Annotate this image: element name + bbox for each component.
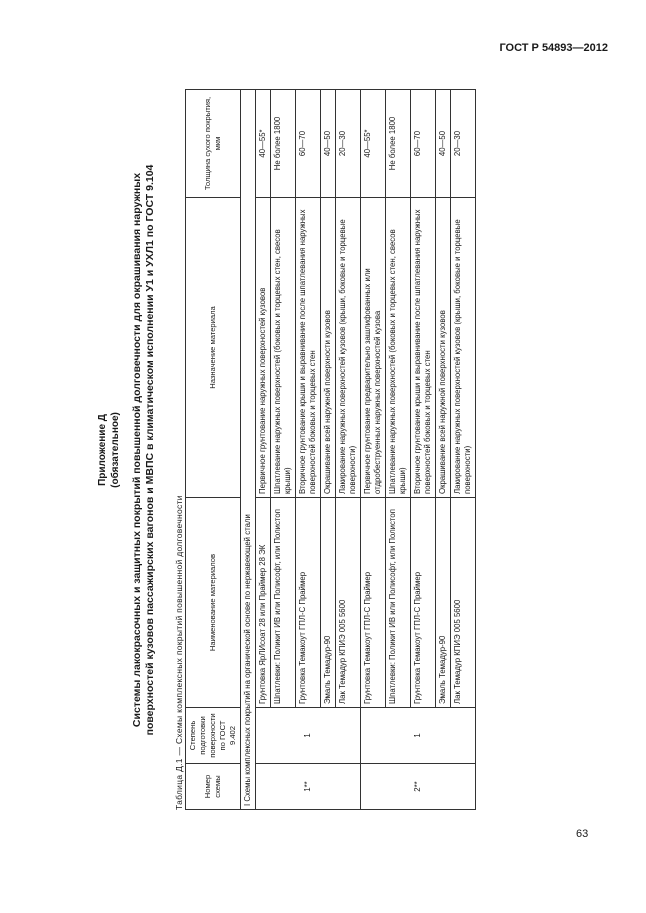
thickness-cell: Не более 1800 xyxy=(386,90,411,198)
thickness-cell: 60—70 xyxy=(296,90,321,198)
table-row xyxy=(256,90,271,810)
table-row xyxy=(321,90,336,810)
material-cell: Лак Темадур КПИЭ 005 5600 xyxy=(336,498,361,708)
document-title-line-1: Системы лакокрасочных и защитных покрытий повышенной долговечности для окрашивания наружных xyxy=(131,172,143,728)
thickness-cell: 40—55* xyxy=(361,90,386,198)
purpose-cell: Окрашивание всей наружной поверхности кузовов xyxy=(436,198,451,498)
prep-degree: 1 xyxy=(361,708,476,764)
table-row xyxy=(296,90,321,810)
table-row xyxy=(361,90,386,810)
thickness-cell: 40—50 xyxy=(321,90,336,198)
appendix-title: Приложение Д xyxy=(97,414,108,486)
thickness-cell: 60—70 xyxy=(411,90,436,198)
purpose-cell: Шпатлевание наружных поверхностей (боковых и торцевых стен, свесов крыши) xyxy=(386,198,411,498)
table-row xyxy=(436,90,451,810)
thickness-cell: Не более 1800 xyxy=(271,90,296,198)
purpose-cell: Лакирование наружных поверхностей кузовов (крыши, боковые и торцевые поверхности) xyxy=(451,198,476,498)
section-row xyxy=(241,90,256,810)
purpose-cell: Окрашивание всей наружной поверхности кузовов xyxy=(321,198,336,498)
purpose-cell: Вторичное грунтование крыши и выравнивание после шпатлевания наружных поверхностей боковых и торцевых стен xyxy=(411,198,436,498)
header-material: Наименование материалов xyxy=(186,498,241,708)
material-cell: Грунтовка Темакоут ГПЛ-С Праймер xyxy=(296,498,321,708)
purpose-cell: Лакирование наружных поверхностей кузовов (крыши, боковые и торцевые поверхности) xyxy=(336,198,361,498)
table-row xyxy=(271,90,296,810)
purpose-cell: Вторичное грунтование крыши и выравнивание после шпатлевания наружных поверхностей боковых и торцевых стен xyxy=(296,198,321,498)
thickness-cell: 40—50 xyxy=(436,90,451,198)
table-header-row xyxy=(186,90,241,810)
material-cell: Эмаль Темадур-90 xyxy=(436,498,451,708)
material-cell: Шпатлевки: Поликит ИВ или Полисофт, или Полистоп xyxy=(271,498,296,708)
table-row xyxy=(386,90,411,810)
table-row xyxy=(411,90,436,810)
schemes-table xyxy=(185,89,476,810)
section-title: I Схемы комплексных покрытий на органической основе по нержавеющей стали xyxy=(241,90,256,810)
scheme-number: 1** xyxy=(256,764,361,810)
material-cell: Грунтовка ЯрЛИсоат 28 или Праймер 28 ЭК xyxy=(256,498,271,708)
header-purpose: Назначение материала xyxy=(186,198,241,498)
document-title-line-2: поверхностей кузовов пассажирских вагонов и МВПС в климатическом исполнении У1 и УХЛ1 по ГОСТ 9.104 xyxy=(144,164,156,736)
thickness-cell: 20—30 xyxy=(451,90,476,198)
purpose-cell: Первичное грунтование наружных поверхностей кузовов xyxy=(256,198,271,498)
appendix-status: (обязательное) xyxy=(110,412,121,488)
document-code: ГОСТ Р 54893—2012 xyxy=(499,42,608,54)
rotated-page-content xyxy=(85,90,545,810)
header-thickness: Толщина сухого покрытия, мкм xyxy=(186,90,241,198)
header-prep: Степень подготовки поверхности по ГОСТ 9.402 xyxy=(186,708,241,764)
thickness-cell: 40—55* xyxy=(256,90,271,198)
table-caption: Таблица Д.1 — Схемы комплексных покрытий повышенной долговечности xyxy=(174,495,184,810)
prep-degree: 1 xyxy=(256,708,361,764)
purpose-cell: Шпатлевание наружных поверхностей (боковых и торцевых стен, свесов крыши) xyxy=(271,198,296,498)
material-cell: Грунтовка Темакоут ГПЛ-С Праймер xyxy=(361,498,386,708)
thickness-cell: 20—30 xyxy=(336,90,361,198)
material-cell: Грунтовка Темакоут ГПЛ-С Праймер xyxy=(411,498,436,708)
header-scheme: Номер схемы xyxy=(186,764,241,810)
table-row xyxy=(451,90,476,810)
table-row xyxy=(336,90,361,810)
material-cell: Эмаль Темадур-90 xyxy=(321,498,336,708)
material-cell: Шпатлевки: Поликит ИВ или Полисофт, или Полистоп xyxy=(386,498,411,708)
page-number: 63 xyxy=(576,828,589,840)
purpose-cell: Первичное грунтование предварительно зашлифованных или отдробеструенных наружных поверхностей кузова xyxy=(361,198,386,498)
material-cell: Лак Темадур КПИЭ 005 5600 xyxy=(451,498,476,708)
scheme-number: 2** xyxy=(361,764,476,810)
